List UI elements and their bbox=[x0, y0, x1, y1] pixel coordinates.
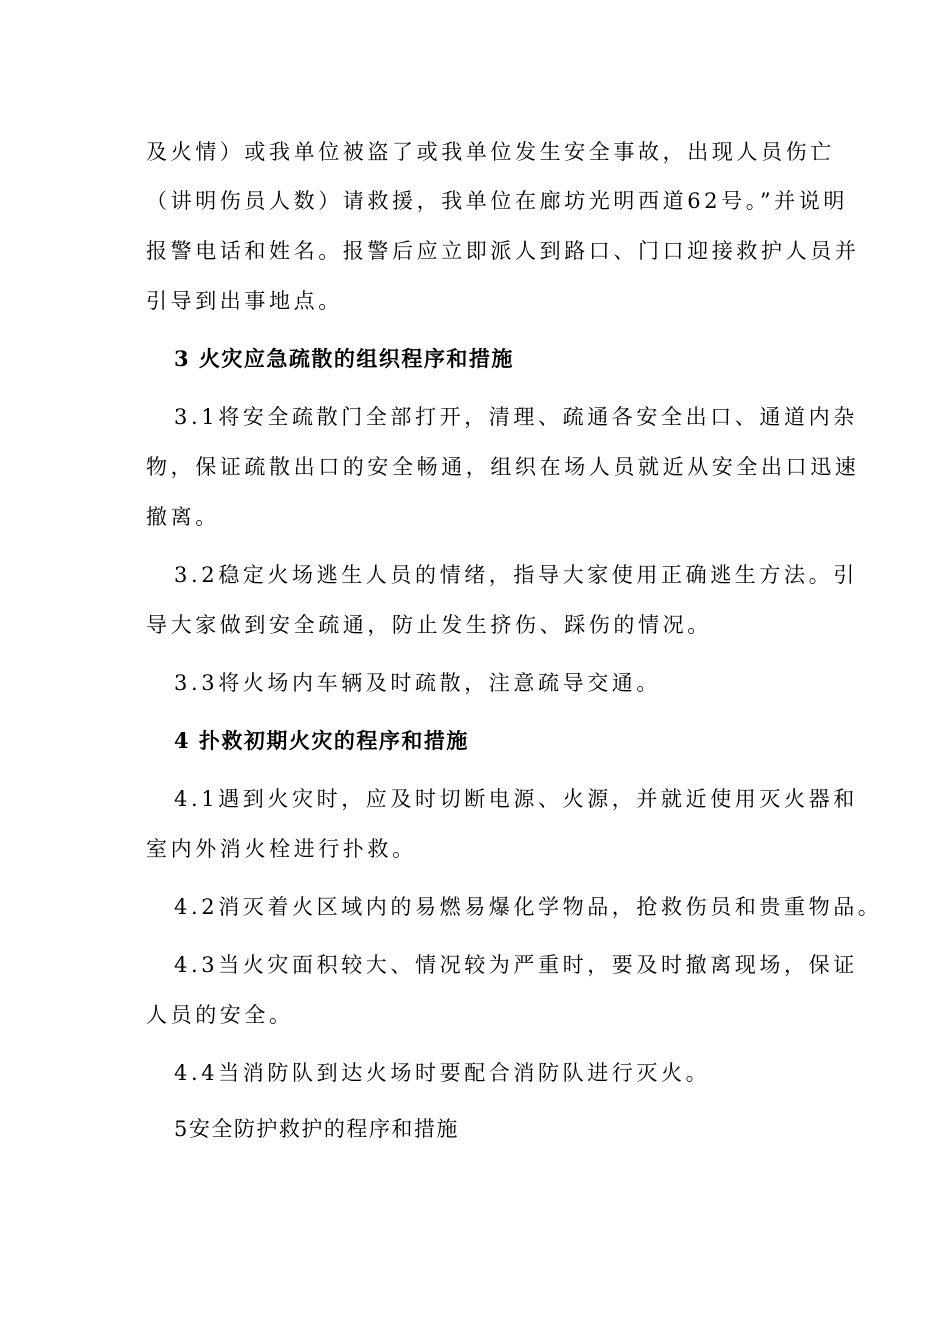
item-3-3: 3.3将火场内车辆及时疏散，注意疏导交通。 bbox=[174, 671, 661, 695]
paragraph-line: 报警电话和姓名。报警后应立即派人到路口、门口迎接救护人员并 bbox=[146, 239, 860, 263]
item-4-2: 4.2消灭着火区域内的易燃易爆化学物品，抢救伤员和贵重物品。 bbox=[174, 895, 883, 919]
section-heading-4: 4 扑救初期火灾的程序和措施 bbox=[174, 728, 469, 753]
item-4-4: 4.4当消防队到达火场时要配合消防队进行灭火。 bbox=[174, 1061, 711, 1085]
paragraph-line: 4.1遇到火灾时，应及时切断电源、火源，并就近使用灭火器和 bbox=[174, 787, 858, 811]
paragraph-line: 导大家做到安全疏通，防止发生挤伤、踩伤的情况。 bbox=[146, 613, 712, 637]
paragraph-line: 人员的安全。 bbox=[146, 1003, 294, 1027]
section-heading-5: 5安全防护救护的程序和措施 bbox=[174, 1117, 459, 1141]
paragraph-line: 物，保证疏散出口的安全畅通，组织在场人员就近从安全出口迅速 bbox=[146, 455, 860, 479]
paragraph-line: 3.1将安全疏散门全部打开，清理、疏通各安全出口、通道内杂 bbox=[174, 405, 858, 429]
section-heading-3: 3 火灾应急疏散的组织程序和措施 bbox=[174, 346, 514, 371]
paragraph-line: 及火情）或我单位被盗了或我单位发生安全事故，出现人员伤亡 bbox=[146, 140, 835, 164]
paragraph-line: 4.3当火灾面积较大、情况较为严重时，要及时撤离现场，保证 bbox=[174, 953, 858, 977]
paragraph-line: （讲明伤员人数）请救援，我单位在廊坊光明西道62号。”并说明 bbox=[146, 189, 848, 213]
paragraph-line: 3.2稳定火场逃生人员的情绪，指导大家使用正确逃生方法。引 bbox=[174, 563, 858, 587]
paragraph-line: 室内外消火栓进行扑救。 bbox=[146, 837, 417, 861]
paragraph-line: 引导到出事地点。 bbox=[146, 289, 343, 313]
paragraph-line: 撤离。 bbox=[146, 505, 220, 529]
